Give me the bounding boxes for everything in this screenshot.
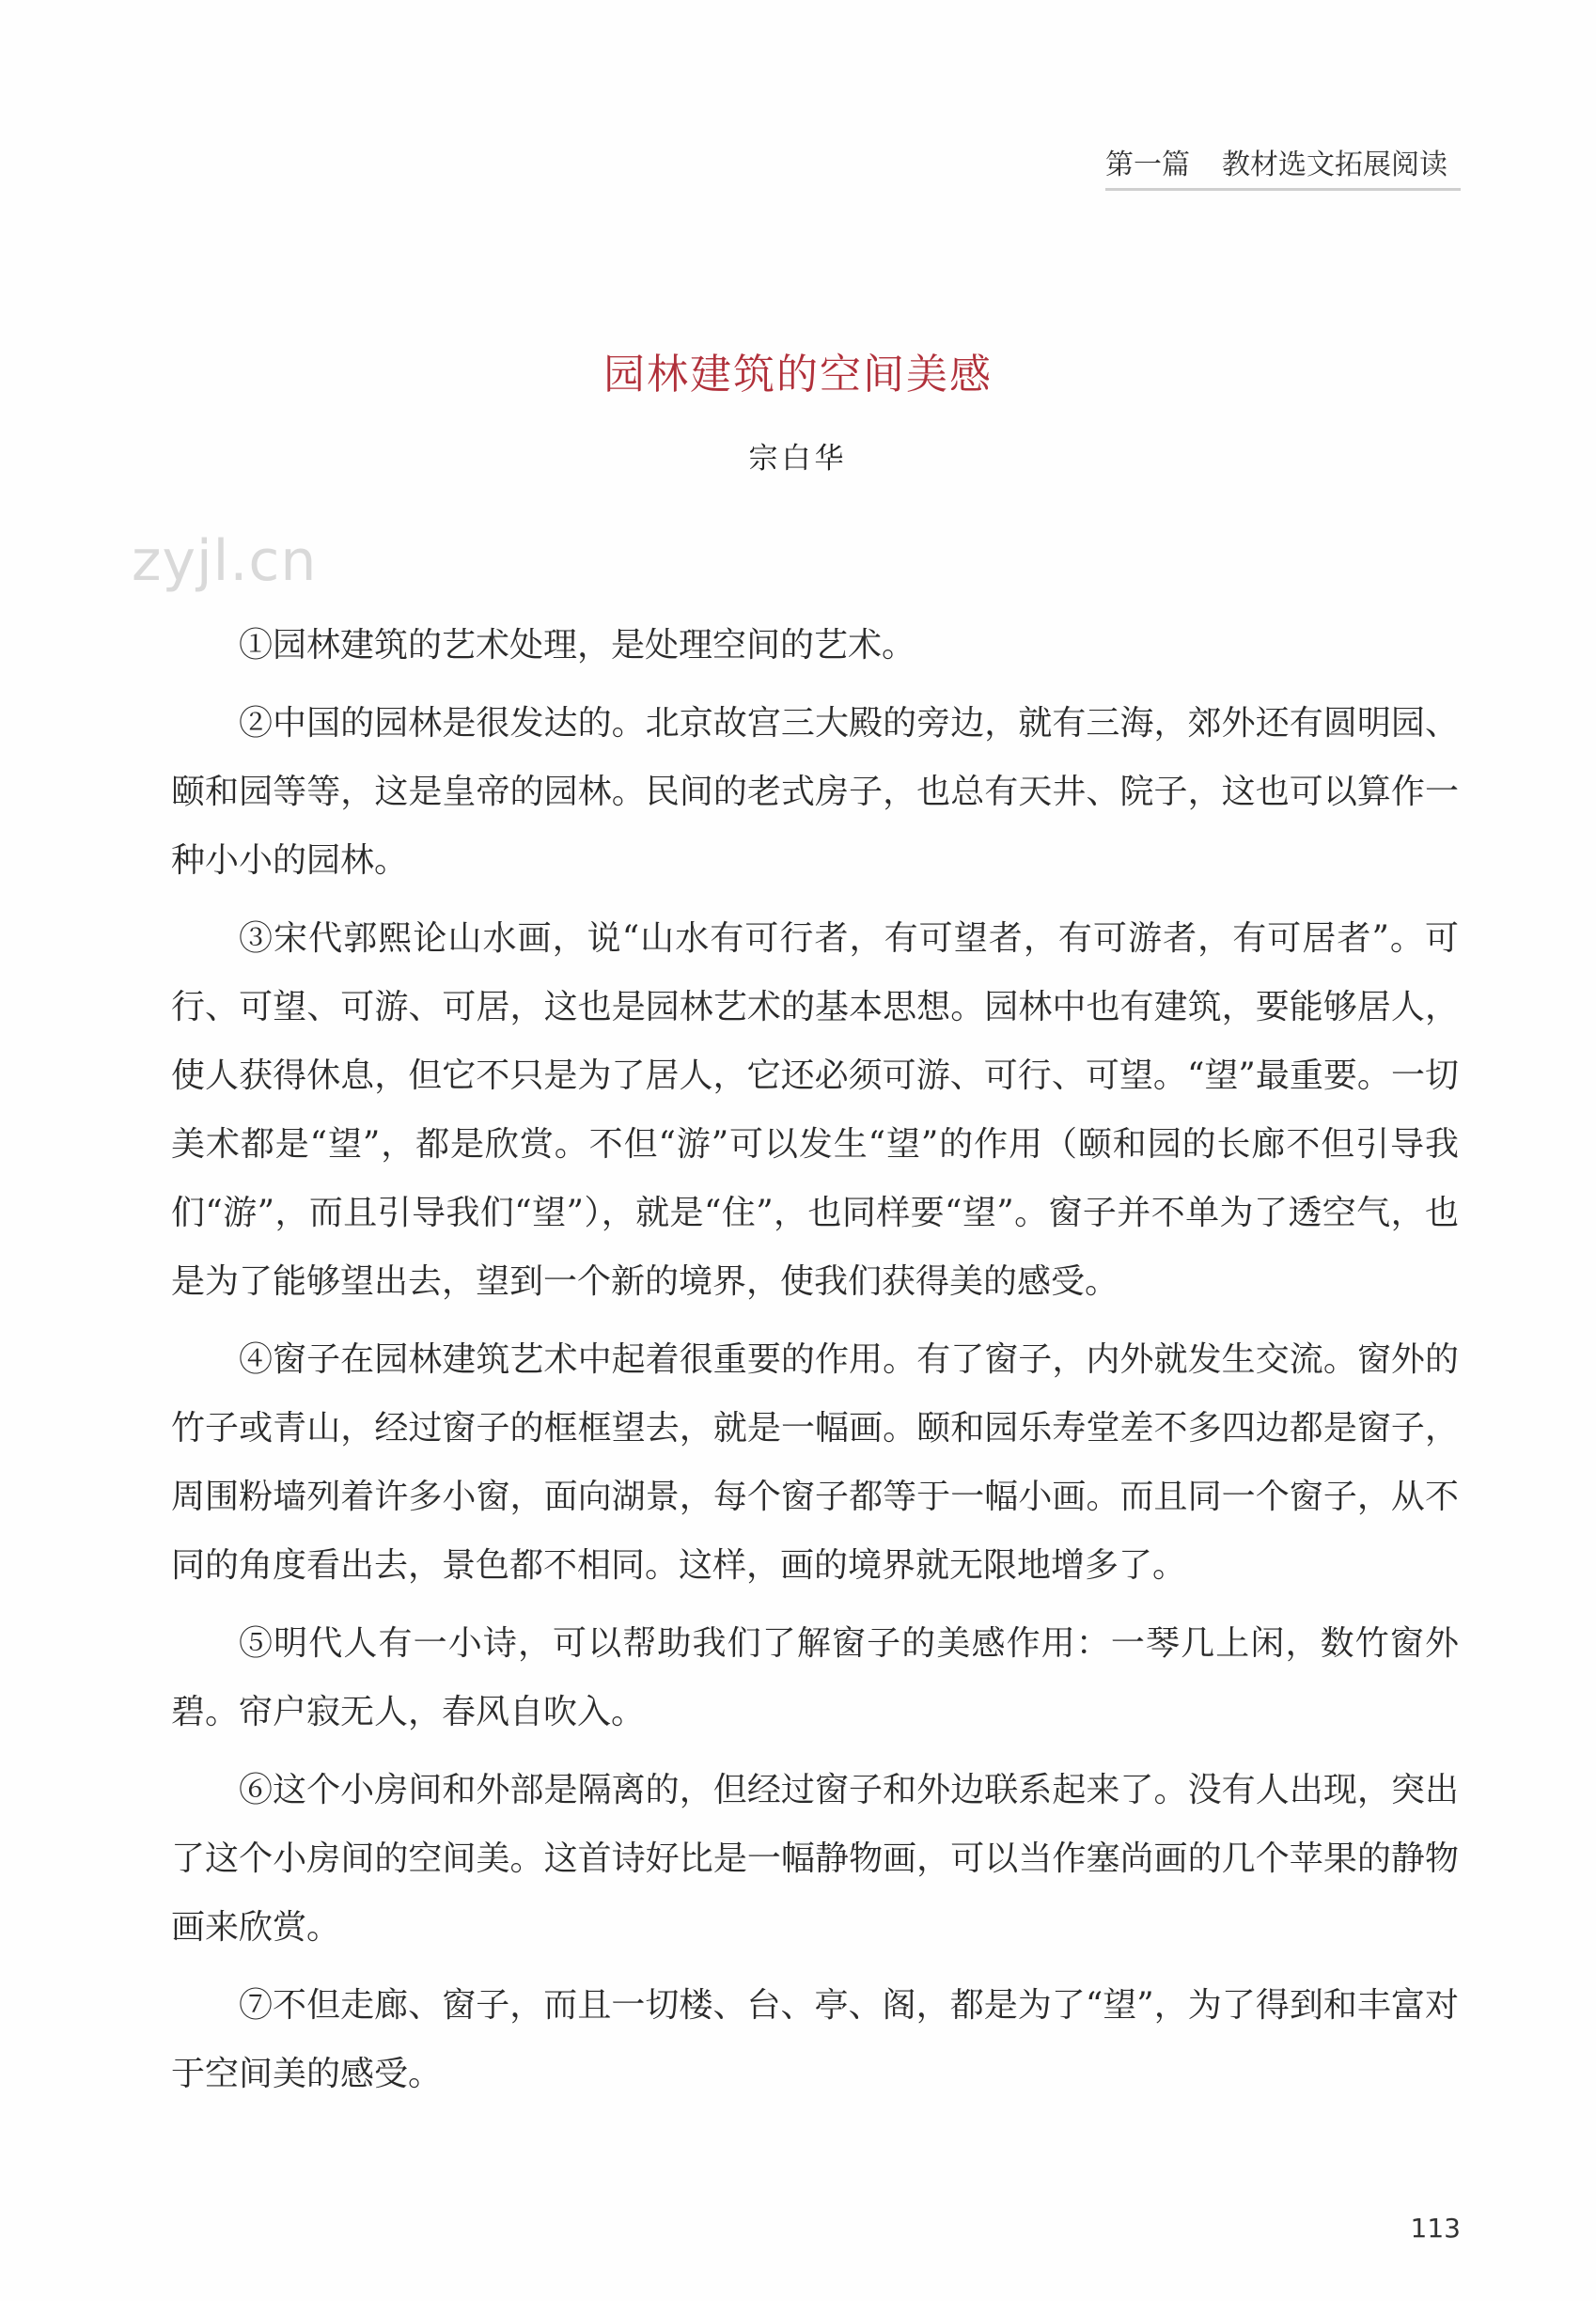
article-body — [171, 611, 1459, 2118]
paragraph-2: ②中国的园林是很发达的。北京故宫三大殿的旁边，就有三海，郊外还有圆明园、颐和园等等，这是皇帝的园林。民间的老式房子，也总有天井、院子，这也可以算作一种小小的园林。 — [171, 704, 1459, 880]
paragraph-1: ①园林建筑的艺术处理，是处理空间的艺术。 — [239, 626, 916, 665]
watermark: zyjl.cn — [132, 528, 318, 594]
header-section: 教材选文拓展阅读 — [1222, 149, 1447, 181]
paragraph-4: ④窗子在园林建筑艺术中起着很重要的作用。有了窗子，内外就发生交流。窗外的竹子或青山，经过窗子的框框望去，就是一幅画。颐和园乐寿堂差不多四边都是窗子，周围粉墙列着许多小窗，面向湖景，每个窗子都等于一幅小画。而且同一个窗子，从不同的角度看出去，景色都不相同。这样，画的境界就无限地增多了。 — [171, 1340, 1459, 1585]
paragraph-7: ⑦不但走廊、窗子，而且一切楼、台、亭、阁，都是为了“望”，为了得到和丰富对于空间美的感受。 — [171, 1986, 1459, 2093]
paragraph-3: ③宋代郭熙论山水画，说“山水有可行者，有可望者，有可游者，有可居者”。可行、可望、可游、可居，这也是园林艺术的基本思想。园林中也有建筑，要能够居人，使人获得休息，但它不只是为了居人，它还必须可游、可行、可望。“望”最重要。一切美术都是“望”，都是欣赏。不但“游”可以发生“望”的作用（颐和园的长廊不但引导我们“游”，而且引导我们“望”），就是“住”，也同样要“望”。窗子并不单为了透空气，也是为了能够望出去，望到一个新的境界，使我们获得美的感受。 — [171, 919, 1459, 1301]
article-title: 园林建筑的空间美感 — [603, 351, 993, 399]
article-author: 宗白华 — [748, 442, 848, 476]
running-header — [1105, 141, 1461, 191]
header-part: 第一篇 — [1105, 149, 1190, 181]
page-number: 113 — [1410, 2213, 1461, 2244]
paragraph-5: ⑤明代人有一小诗，可以帮助我们了解窗子的美感作用：一琴几上闲，数竹窗外碧。帘户寂无人，春风自吹入。 — [171, 1624, 1459, 1731]
paragraph-6: ⑥这个小房间和外部是隔离的，但经过窗子和外边联系起来了。没有人出现，突出了这个小房间的空间美。这首诗好比是一幅静物画，可以当作塞尚画的几个苹果的静物画来欣赏。 — [171, 1771, 1459, 1947]
